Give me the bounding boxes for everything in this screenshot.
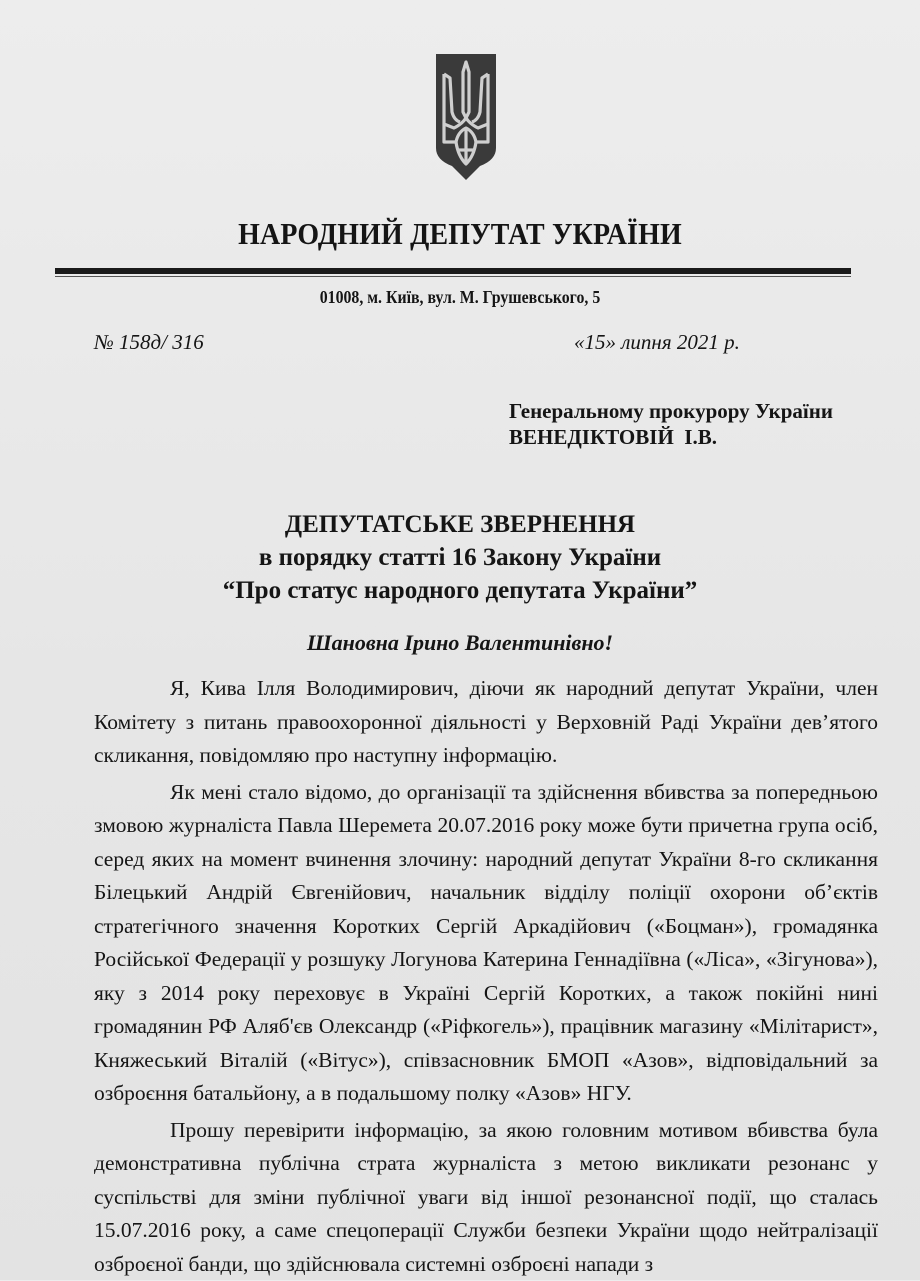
body-paragraph: Як мені стало відомо, до організації та здійснення вбивства за попередньою змовою журналіста Павла Шеремета 20.07.2016 року може бути причетна група осіб, серед яких на момент вчинення злочину: народний депутат України 8-го скликання Білецький Андрій Євгенійович, начальник відділу поліції охорони об’єктів стратегічного значення Коротких Сергій Аркадійович («Боцман»), громадянка Російської Федерації у розшуку Логунова Катерина Геннадіївна («Ліса», «Зігунова»), яку з 2014 року переховує в Україні Сергій Коротких, а також покійні нині громадянин РФ Аляб'єв Олександр («Ріфкогель»), працівник магазину «Мілітарист», Княжеський Віталій («Вітус»), співзасновник БМОП «Азов», відповідальний за озброєння батальйону, а в подальшому полку «Азов» НГУ.: [94, 776, 878, 1111]
appeal-title: [0, 508, 920, 607]
reference-date: «15» липня 2021 р.: [574, 330, 740, 355]
reference-number: № 158д/ 316: [94, 330, 204, 355]
organization-title: НАРОДНИЙ ДЕПУТАТ УКРАЇНИ: [46, 216, 874, 252]
addressee-block: [509, 398, 833, 450]
trident-coat-of-arms-icon: [434, 52, 498, 182]
body-paragraph: Прошу перевірити інформацію, за якою головним мотивом вбивства була демонстративна публічна страта журналіста з метою викликати резонанс у суспільстві для зміни публічної уваги від іншої резонансної події, що сталась 15.07.2016 року, а саме спецоперації Служби безпеки України щодо нейтралізації озброєної банди, що здійснювала системні озброєні напади з: [94, 1114, 878, 1281]
organization-address: 01008, м. Київ, вул. М. Грушевського, 5: [55, 287, 865, 308]
body-paragraph: Я, Кива Ілля Володимирович, діючи як народний депутат України, член Комітету з питань правоохоронної діяльності у Верховній Раді України дев’ятого скликання, повідомляю про наступну інформацію.: [94, 672, 878, 773]
letterhead-divider-thin: [55, 276, 851, 277]
salutation: Шановна Ірино Валентинівно!: [0, 630, 920, 656]
appeal-title-line-3: “Про статус народного депутата України”: [0, 574, 920, 607]
addressee-name: ВЕНЕДІКТОВІЙ І.В.: [509, 424, 833, 450]
letterhead-divider: [55, 268, 851, 274]
addressee-position: Генеральному прокурору України: [509, 398, 833, 424]
appeal-title-line-1: ДЕПУТАТСЬКЕ ЗВЕРНЕННЯ: [0, 508, 920, 541]
appeal-title-line-2: в порядку статті 16 Закону України: [0, 541, 920, 574]
letter-body: [94, 672, 878, 1281]
